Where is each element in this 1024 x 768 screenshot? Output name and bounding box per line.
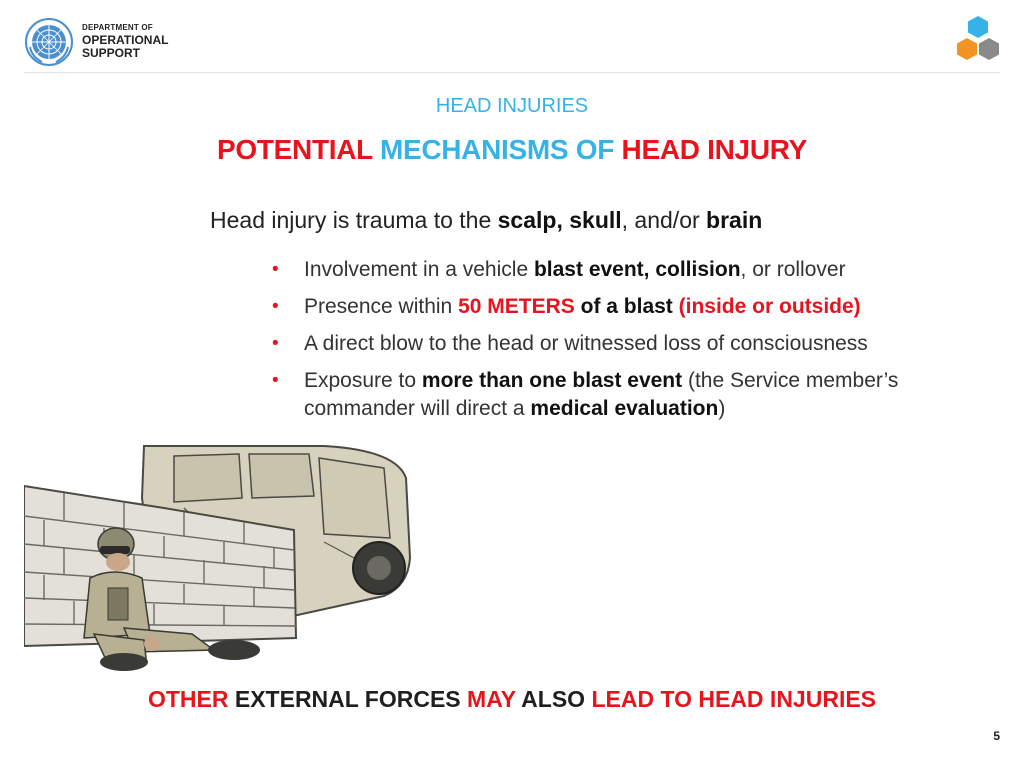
- lead-bold-brain: brain: [706, 207, 763, 233]
- page-number: 5: [993, 729, 1000, 743]
- dept-line-2: OPERATIONAL: [82, 33, 169, 48]
- title-part-potential: POTENTIAL: [216, 134, 373, 165]
- title-part-mechanisms: MECHANISMS OF: [379, 134, 615, 165]
- list-item: [272, 367, 992, 423]
- footer-word-other: OTHER: [147, 686, 229, 712]
- footer-word-also: ALSO: [515, 686, 592, 712]
- bullet-icon: •: [272, 370, 279, 391]
- title-part-head-injury: HEAD INJURY: [621, 134, 807, 165]
- mechanism-list: [272, 256, 992, 432]
- bullet-text: Presence within: [304, 295, 459, 318]
- bullet-red-50-meters: 50 METERS: [458, 295, 575, 318]
- bullet-icon: •: [272, 259, 279, 280]
- lead-bold-scalp-skull: scalp, skull: [497, 207, 622, 233]
- dept-line-1: DEPARTMENT OF: [82, 23, 153, 33]
- dept-line-3: SUPPORT: [82, 46, 141, 60]
- lead-text-2: , and/or: [621, 207, 707, 233]
- list-item: [272, 256, 992, 284]
- footer-words-lead-to-head-injuries: LEAD TO HEAD INJURIES: [591, 686, 877, 712]
- bullet-text: Exposure to: [304, 369, 422, 392]
- bullet-bold: of a blast: [574, 295, 679, 318]
- bullet-bold: medical evaluation: [530, 397, 719, 420]
- hexagon-cluster-icon: [952, 14, 1004, 66]
- bullet-bold: more than one blast event: [421, 369, 683, 392]
- department-logo: [24, 17, 168, 67]
- bullet-bold: blast event, collision: [533, 258, 741, 281]
- list-item: [272, 293, 992, 321]
- bullet-icon: •: [272, 333, 279, 354]
- bullet-red-inside-outside: (inside or outside): [678, 295, 861, 318]
- bullet-text: ): [718, 397, 726, 420]
- footer-statement: [0, 686, 1024, 713]
- bullet-text: A direct blow to the head or witnessed loss of consciousness: [304, 332, 868, 355]
- footer-words-external-forces: EXTERNAL FORCES: [228, 686, 468, 712]
- un-emblem-icon: [24, 17, 74, 67]
- footer-word-may: MAY: [467, 686, 516, 712]
- header-divider: [24, 72, 1000, 73]
- list-item: [272, 330, 992, 358]
- department-name: [82, 24, 168, 59]
- section-subtitle: HEAD INJURIES: [435, 95, 589, 117]
- damaged-vehicle-and-soldier-illustration: [24, 438, 424, 674]
- bullet-text: , or rollover: [740, 258, 846, 281]
- lead-text-1: Head injury is trauma to the: [210, 207, 498, 233]
- bullet-icon: •: [272, 296, 279, 317]
- bullet-text: (the Service member’s commander will direct a: [304, 369, 899, 420]
- slide-title: [0, 134, 1024, 166]
- bullet-text: Involvement in a vehicle: [304, 258, 534, 281]
- lead-sentence: [210, 207, 762, 234]
